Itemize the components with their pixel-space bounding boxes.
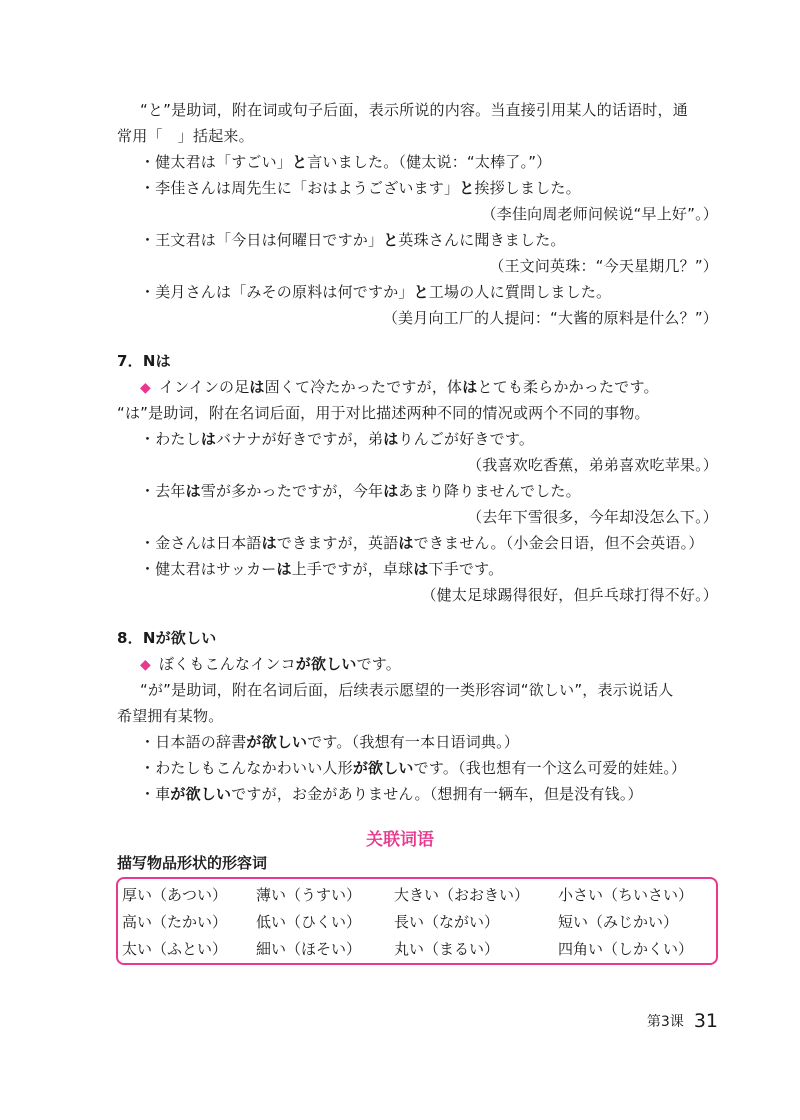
diamond-icon: ◆ [140, 380, 151, 396]
vocab-box [116, 877, 718, 965]
vocab-word: 細い（ほそい） [256, 940, 362, 958]
section-7-example-2: ・去年は雪が多かったですが，今年はあまり降りませんでした。 [140, 482, 581, 500]
section-8-example-2: ・わたしもこんなかわいい人形が欲しいです。（我也想有一个这么可爱的娃娃。） [140, 759, 687, 777]
vocab-word: 大きい（おおきい） [394, 886, 530, 904]
to-example-2-gloss: （李佳向周老师问候说“早上好”。） [481, 205, 718, 223]
section-8-explanation-line2: 希望拥有某物。 [117, 707, 224, 725]
section-7-key-sentence: ◆ インインの足は固くて冷たかったですが，体はとても柔らかかったです。 [140, 378, 659, 396]
section-7-example-4: ・健太君はサッカーは上手ですが，卓球は下手です。 [140, 560, 504, 578]
section-7-example-1: ・わたしはバナナが好きですが，弟はりんごが好きです。 [140, 430, 535, 448]
vocab-word: 丸い（まるい） [394, 940, 500, 958]
section-7-example-4-gloss: （健太足球踢得很好，但乒乓球打得不好。） [421, 586, 718, 604]
vocab-word: 低い（ひくい） [256, 913, 362, 931]
section-8-example-3: ・車が欲しいですが，お金がありません。（想拥有一辆车，但是没有钱。） [140, 785, 643, 803]
section-7-example-3: ・金さんは日本語はできますが，英語はできません。（小金会日语，但不会英语。） [140, 534, 704, 552]
to-intro-line2: 常用「 」括起来。 [117, 127, 254, 145]
to-example-1: ・健太君は「すごい」と言いました。（健太说：“太棒了。”） [140, 153, 552, 171]
related-words-title: 关联词语 [366, 830, 434, 850]
page-number: 31 [693, 1010, 718, 1032]
section-8-key-sentence: ◆ ぼくもこんなインコが欲しいです。 [140, 655, 401, 673]
to-example-4: ・美月さんは「みその原料は何ですか」と工場の人に質問しました。 [140, 283, 612, 301]
section-7-example-1-gloss: （我喜欢吃香蕉，弟弟喜欢吃苹果。） [467, 456, 718, 474]
diamond-icon: ◆ [140, 657, 151, 673]
related-words-subtitle: 描写物品形状的形容词 [117, 854, 268, 872]
to-intro-line1: “と”是助词，附在词或句子后面，表示所说的内容。当直接引用某人的话语时，通 [140, 101, 688, 119]
vocab-word: 四角い（しかくい） [558, 940, 694, 958]
vocab-word: 短い（みじかい） [558, 913, 679, 931]
vocab-word: 高い（たかい） [122, 913, 228, 931]
vocab-word: 小さい（ちいさい） [558, 886, 694, 904]
section-8-heading: 8．Nが欲しい [117, 629, 217, 647]
to-example-3: ・王文君は「今日は何曜日ですか」と英珠さんに聞きました。 [140, 231, 566, 249]
to-example-3-gloss: （王文问英珠：“今天星期几？”） [489, 257, 718, 275]
vocab-word: 薄い（うすい） [256, 886, 362, 904]
to-example-4-gloss: （美月向工厂的人提问：“大酱的原料是什么？”） [382, 309, 718, 327]
vocab-word: 厚い（あつい） [122, 886, 228, 904]
to-example-2: ・李佳さんは周先生に「おはようございます」と挨拶しました。 [140, 179, 581, 197]
vocab-word: 長い（ながい） [394, 913, 500, 931]
page-footer [647, 1010, 718, 1033]
section-8-explanation-line1: “が”是助词，附在名词后面，后续表示愿望的一类形容词“欲しい”，表示说话人 [140, 681, 674, 699]
section-7-explanation: “は”是助词，附在名词后面，用于对比描述两种不同的情况或两个不同的事物。 [117, 404, 650, 422]
section-8-example-1: ・日本語の辞書が欲しいです。（我想有一本日语词典。） [140, 733, 520, 751]
section-7-heading: 7．Nは [117, 352, 171, 370]
section-7-example-2-gloss: （去年下雪很多，今年却没怎么下。） [467, 508, 718, 526]
vocab-word: 太い（ふとい） [122, 940, 228, 958]
lesson-label: 第3课 [646, 1014, 684, 1030]
